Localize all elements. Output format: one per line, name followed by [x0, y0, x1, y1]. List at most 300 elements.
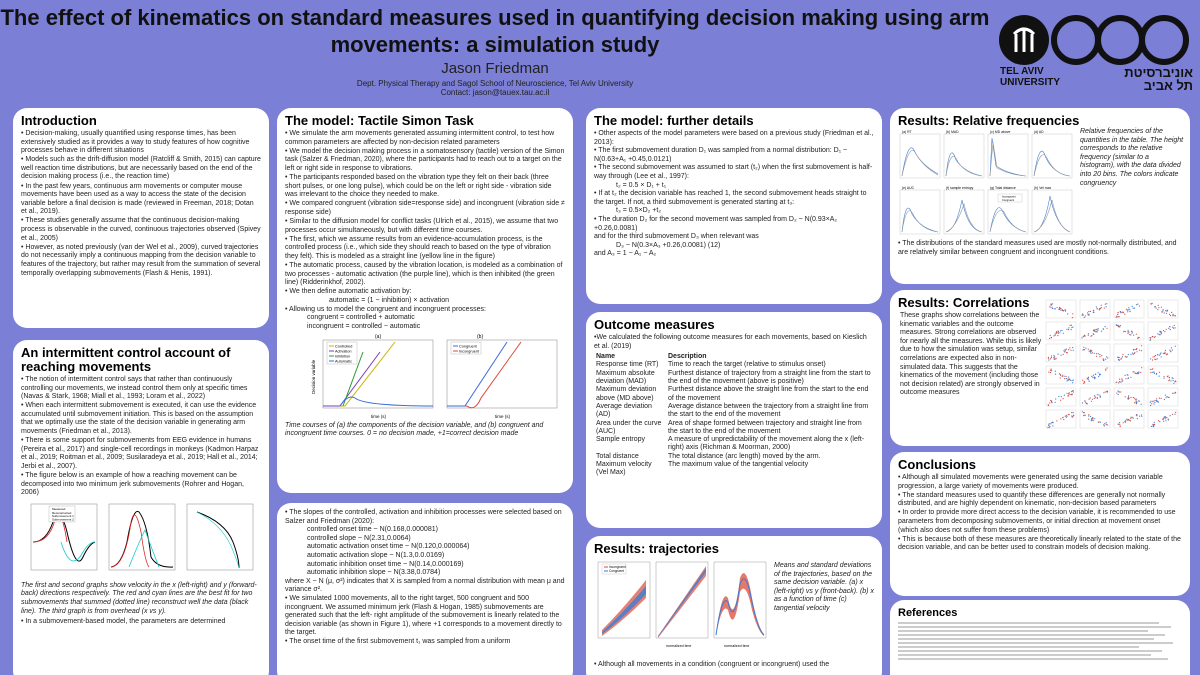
correlation-point [1158, 305, 1159, 306]
correlations-text: These graphs show correlations between the kinematic variables and the outcome measures. Strong correlations are observed for nearly all the measures. While this is likely due to how the simulation was setup, similar correlations are expected also in non-simulated data. This suggests that the kinematics of the movement (including those not decision related) are strongly observed in outcome measures [900, 312, 1042, 397]
references-list [898, 622, 1182, 660]
correlation-point [1165, 418, 1166, 419]
correlation-point [1139, 350, 1140, 351]
correlation-point [1101, 305, 1102, 306]
correlation-point [1130, 397, 1131, 398]
correlation-point [1097, 331, 1098, 332]
contact-line: Contact: jason@tauex.tau.ac.il [440, 88, 550, 97]
decision-variable-figure [285, 332, 565, 422]
correlation-point [1064, 349, 1065, 350]
correlation-point [1135, 349, 1136, 350]
references-panel [890, 600, 1190, 675]
correlation-point [1048, 357, 1049, 358]
correlation-point [1154, 422, 1155, 423]
correlation-point [1152, 401, 1153, 402]
traj-xlabel-b: normalized time [666, 644, 692, 648]
correlation-point [1173, 380, 1174, 381]
correlation-point [1119, 357, 1120, 358]
correlation-point [1169, 350, 1170, 351]
correlation-point [1097, 398, 1098, 399]
correlation-point [1051, 357, 1052, 358]
intro-panel [13, 108, 269, 328]
correlation-point [1134, 352, 1135, 353]
correlation-point [1091, 418, 1092, 419]
correlation-point [1050, 370, 1051, 371]
relfreq-caption: Relative frequencies of the quantities in the table. The height corresponds to the relative frequency (similar to a histogram), with the data divided into 20 bins. The colors indicate congruency [1080, 128, 1184, 187]
correlation-point [1085, 315, 1086, 316]
model-bullet: • We compared congruent (vibration side=response side) and incongruent (vibration side ≠ response side) [285, 200, 565, 216]
correlation-point [1154, 306, 1155, 307]
correlation-point [1063, 419, 1064, 420]
correlation-point [1067, 313, 1068, 314]
further-line: • The second submovement was assumed to start (t₂) when the first submovement is half-way through (Lee et al., 1997): [594, 164, 873, 180]
correlation-point [1053, 335, 1054, 336]
correlation-point [1085, 348, 1086, 349]
correlation-point [1048, 425, 1049, 426]
correlation-point [1071, 325, 1072, 326]
correlation-point [1084, 317, 1085, 318]
correlation-point [1094, 395, 1095, 396]
correlation-point [1151, 403, 1152, 404]
correlation-point [1073, 350, 1074, 351]
correlation-point [1137, 372, 1138, 373]
correlation-point [1097, 330, 1098, 331]
correlation-point [1072, 394, 1073, 395]
correlation-point [1091, 401, 1092, 402]
conclusion-bullet: • Although all simulated movements were generated using the same decision variable progression, a large variety of movements were produced. [898, 474, 1163, 490]
correlation-point [1154, 337, 1155, 338]
correlation-point [1119, 379, 1120, 380]
correlation-point [1167, 353, 1168, 354]
correlation-point [1101, 331, 1102, 332]
correlation-point [1150, 303, 1151, 304]
correlation-point [1124, 331, 1125, 332]
correlation-point [1159, 331, 1160, 332]
correlation-grid-figure [1044, 298, 1184, 438]
correlation-point [1163, 378, 1164, 379]
conclusions-title: Conclusions [898, 457, 977, 472]
affiliation-line: Dept. Physical Therapy and Sagol School of Neuroscience, Tel Aviv University [356, 79, 634, 88]
correlation-point [1129, 309, 1130, 310]
correlation-point [1061, 330, 1062, 331]
correlation-point [1163, 418, 1164, 419]
correlation-point [1106, 391, 1107, 392]
correlation-point [1121, 379, 1122, 380]
correlation-point [1126, 309, 1127, 310]
correlation-point [1129, 311, 1130, 312]
correlation-point [1128, 354, 1129, 355]
correlation-point [1051, 304, 1052, 305]
correlation-point [1138, 371, 1139, 372]
correlation-point [1154, 356, 1155, 357]
correlation-point [1062, 309, 1063, 310]
correlation-point [1154, 400, 1155, 401]
correlation-point [1153, 372, 1154, 373]
correlation-point [1104, 307, 1105, 308]
correlation-point [1056, 420, 1057, 421]
correlation-point [1069, 394, 1070, 395]
correlation-point [1087, 378, 1088, 379]
correlation-point [1085, 402, 1086, 403]
correlation-point [1072, 347, 1073, 348]
correlation-point [1098, 376, 1099, 377]
correlation-point [1175, 392, 1176, 393]
correlation-point [1132, 353, 1133, 354]
traj-legend-congruent: Congruent [609, 569, 624, 574]
intermittent-bullet: • There is some support for submovements from EEG evidence in humans (Pereira et al., 2017) and single-cell recordings in monkeys (Kadmon Harpaz et al., 2019; Roitman et al., 2009; Susilaradeya et al., 2019; Hall et al., 2014; Jerbi et al., 2007). [21, 437, 259, 470]
correlation-point [1122, 312, 1123, 313]
correlation-point [1095, 331, 1096, 332]
correlation-point [1055, 402, 1056, 403]
correlation-point [1140, 372, 1141, 373]
correlation-point [1071, 415, 1072, 416]
correlation-point [1106, 356, 1107, 357]
correlation-point [1164, 331, 1165, 332]
model-bullet: • Similar to the diffusion model for conflict tasks (Ulrich et al., 2015), we assume that two processes occur simultaneously, but with different time courses. [285, 217, 559, 234]
correlation-point [1071, 391, 1072, 392]
table-header-row [594, 353, 874, 361]
affiliation [0, 79, 990, 97]
correlation-point [1159, 355, 1160, 356]
correlation-point [1088, 349, 1089, 350]
table-row [594, 461, 874, 478]
correlation-point [1064, 351, 1065, 352]
correlation-point [1088, 311, 1089, 312]
correlation-point [1084, 335, 1085, 336]
fig-b-xlabel: time (s) [495, 413, 510, 419]
correlation-point [1139, 416, 1140, 417]
correlation-point [1141, 404, 1142, 405]
measure-name: Average deviation (AD) [596, 402, 652, 419]
correlation-point [1137, 418, 1138, 419]
correlation-point [1097, 394, 1098, 395]
correlation-point [1163, 376, 1164, 377]
correlation-point [1100, 422, 1101, 423]
correlation-point [1154, 424, 1155, 425]
correlation-point [1103, 359, 1104, 360]
correlation-point [1162, 312, 1163, 313]
correlation-point [1127, 333, 1128, 334]
correlation-point [1139, 305, 1140, 306]
correlation-point [1072, 326, 1073, 327]
correlation-point [1088, 377, 1089, 378]
correlation-point [1139, 401, 1140, 402]
conclusion-bullet: • This is because both of these measures are theoretically linearly related to the state of the decision variable, and can be better used to constrain models of decision making. [898, 535, 1181, 552]
correlation-point [1065, 350, 1066, 351]
correlation-point [1174, 414, 1175, 415]
correlation-point [1051, 369, 1052, 370]
correlation-point [1134, 402, 1135, 403]
correlation-point [1136, 402, 1137, 403]
correlation-point [1057, 335, 1058, 336]
correlation-point [1082, 380, 1083, 381]
model-caption: Time courses of (a) the components of the decision variable, and (b) congruent and incongruent time courses. 0 = no decision made, +1=correct decision made [285, 421, 544, 438]
correlation-point [1166, 354, 1167, 355]
correlation-point [1105, 370, 1106, 371]
correlation-point [1096, 353, 1097, 354]
correlation-point [1071, 327, 1072, 328]
correlation-point [1052, 308, 1053, 309]
correlation-point [1057, 307, 1058, 308]
legend-controlled: Controlled [335, 344, 353, 349]
intro-bullet: • Models such as the drift-diffusion model (Ratcliff & Smith, 2015) can capture well reaction time distributions, but are necessarily based on the end of the decision making process (i.e., the reaction time) [21, 156, 261, 181]
correlation-point [1168, 328, 1169, 329]
correlation-point [1123, 422, 1124, 423]
intermittent-tail: • In a submovement-based model, the parameters are determined [21, 618, 226, 626]
logo-hebrew [1124, 66, 1193, 92]
model2-param: automatic activation onset time ~ N(0.120,0.000064) [307, 543, 470, 551]
correlation-point [1120, 391, 1121, 392]
correlation-point [1106, 424, 1107, 425]
correlation-point [1118, 424, 1119, 425]
correlation-point [1106, 328, 1107, 329]
correlation-point [1165, 353, 1166, 354]
correlation-point [1128, 397, 1129, 398]
measure-name: Maximum deviation above (MD above) [596, 386, 657, 402]
correlation-point [1128, 307, 1129, 308]
correlation-point [1093, 312, 1094, 313]
correlation-point [1055, 335, 1056, 336]
correlation-point [1161, 356, 1162, 357]
correlation-point [1157, 309, 1158, 310]
correlation-point [1117, 316, 1118, 317]
correlation-point [1141, 416, 1142, 417]
table-header-description: Description [668, 353, 707, 361]
further-line: and A₃ = 1 − A₁ − A₂ [594, 250, 657, 258]
correlation-point [1141, 367, 1142, 368]
measure-description: Time to reach the target (relative to stimulus onset) [668, 361, 826, 369]
correlation-point [1170, 329, 1171, 330]
correlation-point [1096, 356, 1097, 357]
correlation-point [1050, 335, 1051, 336]
correlation-point [1170, 380, 1171, 381]
correlation-point [1119, 359, 1120, 360]
correlation-point [1101, 307, 1102, 308]
correlation-point [1106, 306, 1107, 307]
model2-param: controlled onset time ~ N(0.168,0.000081) [307, 526, 438, 534]
correlation-point [1103, 424, 1104, 425]
correlation-point [1122, 356, 1123, 357]
correlation-cell [1148, 322, 1178, 340]
conclusion-bullet: • The standard measures used to quantify these differences are generally not normally distributed, and are highly dependent on kinematic, non-decision based parameters [898, 491, 1166, 508]
correlation-point [1158, 307, 1159, 308]
correlation-point [1129, 420, 1130, 421]
correlation-point [1085, 400, 1086, 401]
correlation-point [1161, 398, 1162, 399]
correlation-point [1052, 425, 1053, 426]
correlation-point [1099, 374, 1100, 375]
correlation-point [1172, 327, 1173, 328]
intermittent-bullet: • When each intermittent submovement is executed, it can use the evidence accumulated until submovement initiation. This is based on the assumption that we optimally use the state of the decision variable in generating arm movements (Friedman et al., 2013). [21, 402, 257, 436]
correlation-point [1130, 377, 1131, 378]
correlation-point [1175, 412, 1176, 413]
further-equation: t₂ = 0.5 × D₁ + t₁ [616, 181, 667, 189]
correlation-point [1174, 325, 1175, 326]
correlation-point [1169, 326, 1170, 327]
correlation-point [1047, 427, 1048, 428]
correlation-point [1087, 312, 1088, 313]
intro-bullet: • However, as noted previously (van der Wel et al., 2009), curved trajectories do not necessarily imply a continuous mapping from the decision variable to features of the trajectory, but rather may result from the summation of several temporally overlapping submovements (Flash & Henis, 1991). [21, 243, 261, 277]
further-line: • The first submovement duration D₁ was sampled from a normal distribution: D₁ ~ N(0.63+A₁ +0.45,0.0121) [594, 147, 848, 163]
correlation-point [1107, 367, 1108, 368]
correlation-point [1054, 359, 1055, 360]
correlation-point [1090, 353, 1091, 354]
correlation-point [1172, 393, 1173, 394]
correlation-point [1060, 377, 1061, 378]
correlation-point [1060, 400, 1061, 401]
correlation-point [1136, 334, 1137, 335]
legend-activation: Activation [335, 349, 352, 354]
correlation-point [1063, 310, 1064, 311]
relfreq-bullet: • The distributions of the standard measures used are mostly not-normally distributed, and are relatively similar between congruent and incongruent conditions. [898, 240, 1177, 256]
correlation-point [1073, 412, 1074, 413]
correlation-point [1150, 401, 1151, 402]
logo-circles-icon [996, 14, 1196, 66]
correlation-point [1103, 360, 1104, 361]
correlation-point [1089, 381, 1090, 382]
correlation-point [1126, 419, 1127, 420]
legend-inhibition: Inhibition [335, 354, 351, 359]
correlation-point [1119, 424, 1120, 425]
correlation-point [1119, 316, 1120, 317]
correlation-point [1053, 355, 1054, 356]
correlation-point [1172, 414, 1173, 415]
correlation-point [1094, 418, 1095, 419]
correlation-point [1081, 337, 1082, 338]
outcome-title: Outcome measures [594, 317, 715, 332]
correlation-point [1067, 380, 1068, 381]
correlation-point [1099, 421, 1100, 422]
correlation-point [1064, 395, 1065, 396]
correlation-point [1130, 418, 1131, 419]
correlation-point [1066, 352, 1067, 353]
correlation-point [1118, 312, 1119, 313]
correlation-point [1096, 329, 1097, 330]
correlation-point [1089, 351, 1090, 352]
correlation-point [1127, 398, 1128, 399]
fig-legend-sub1: Submovement 1 [52, 513, 74, 518]
correlation-point [1158, 420, 1159, 421]
correlation-point [1049, 338, 1050, 339]
correlation-point [1125, 396, 1126, 397]
correlation-point [1133, 397, 1134, 398]
correlation-point [1082, 313, 1083, 314]
correlation-point [1134, 398, 1135, 399]
correlation-point [1099, 309, 1100, 310]
further-line: and for the third submovement D₃ when relevant was [594, 233, 759, 241]
measure-name: Sample entropy [596, 436, 646, 444]
table-row [594, 420, 874, 437]
correlation-point [1150, 339, 1151, 340]
correlation-point [1174, 381, 1175, 382]
further-line: • If at t₂ the decision variable has reached 1, the second submovement heads straight to the target. If not, a third submovement is generated starting at t₃: [594, 190, 867, 206]
correlation-point [1106, 303, 1107, 304]
correlation-point [1098, 372, 1099, 373]
further-equation: t₃ = 0.5×D₂ +t₂ [616, 207, 662, 215]
correlation-point [1157, 358, 1158, 359]
correlation-point [1055, 374, 1056, 375]
correlation-point [1137, 304, 1138, 305]
correlation-point [1125, 375, 1126, 376]
correlation-point [1127, 375, 1128, 376]
model2-line: • The slopes of the controlled, activation and inhibition processes were selected based on Salzer and Friedman (2020): [285, 509, 562, 525]
correlation-cell [1114, 366, 1144, 384]
correlation-point [1156, 307, 1157, 308]
correlation-point [1051, 307, 1052, 308]
correlation-point [1098, 353, 1099, 354]
correlation-point [1104, 423, 1105, 424]
correlation-point [1064, 378, 1065, 379]
correlation-point [1104, 425, 1105, 426]
correlation-point [1067, 379, 1068, 380]
correlation-point [1052, 303, 1053, 304]
correlation-point [1100, 308, 1101, 309]
correlation-point [1056, 333, 1057, 334]
correlation-point [1165, 352, 1166, 353]
trajectories-title: Results: trajectories [594, 541, 719, 556]
intro-bullet: • Decision-making, usually quantified using response times, has been extensively studied as it provides a way to study features of how cognitive processes behave in different situations [21, 130, 250, 155]
correlation-point [1061, 396, 1062, 397]
correlation-point [1088, 419, 1089, 420]
correlation-point [1171, 347, 1172, 348]
measure-name: Maximum velocity (Vel Max) [596, 461, 652, 477]
table-row [594, 436, 874, 453]
correlation-point [1118, 325, 1119, 326]
correlation-point [1055, 308, 1056, 309]
correlation-point [1152, 368, 1153, 369]
relfreq-grid [898, 130, 1074, 238]
correlation-point [1100, 396, 1101, 397]
correlation-point [1050, 307, 1051, 308]
correlation-point [1122, 354, 1123, 355]
correlation-point [1063, 398, 1064, 399]
correlation-point [1107, 424, 1108, 425]
correlation-point [1164, 399, 1165, 400]
correlation-point [1071, 329, 1072, 330]
correlation-point [1049, 426, 1050, 427]
correlation-point [1163, 330, 1164, 331]
correlation-point [1138, 373, 1139, 374]
correlation-point [1173, 328, 1174, 329]
trajectories-caption: Means and standard deviations of the trajectories, based on the same decision variable. (a) x (left-right) vs y (front-back). (b) x as a function of time (c) tangential velocity [774, 562, 874, 612]
relfreq-label-mdabove: (c) MD above [990, 130, 1011, 134]
correlation-point [1130, 420, 1131, 421]
correlation-point [1092, 377, 1093, 378]
correlation-point [1098, 394, 1099, 395]
correlation-point [1127, 356, 1128, 357]
fig-legend-reconstructed: Reconstructed [52, 510, 72, 515]
relfreq-label-rt: (a) RT [902, 130, 912, 134]
correlation-point [1159, 421, 1160, 422]
measure-name: Total distance [596, 452, 639, 460]
table-row [594, 386, 874, 403]
correlation-point [1156, 398, 1157, 399]
further-title: The model: further details [594, 113, 754, 128]
model-bullet: • The automatic process, caused by the vibration location, is modeled as a combination of two processes - automatic activation (the purple line), which is then inhibited (the green line) (Ridderinkhof, 2002). [285, 261, 563, 287]
correlation-point [1165, 350, 1166, 351]
correlation-point [1058, 330, 1059, 331]
measure-name: Maximum absolute deviation (MAD) [596, 369, 655, 386]
intermittent-caption: The first and second graphs show velocity in the x (left-right) and y (forward-back) directions respectively. The red and cyan lines are the best fit for two submovements that summed (dotted line) reconstruct well the data (black line). The third graph is from overhead (x vs y). [21, 581, 257, 615]
correlation-point [1130, 354, 1131, 355]
model-bullet: • We model the decision making process in a somatosensory (tactile) version of the Simon task (Salzer & Friedman, 2020), where the participants had to reach out to a target on the left or right side in response to vibrations. [285, 147, 565, 172]
correlation-point [1135, 373, 1136, 374]
correlation-point [1164, 417, 1165, 418]
correlation-point [1060, 330, 1061, 331]
correlation-point [1068, 349, 1069, 350]
correlation-point [1068, 329, 1069, 330]
correlation-point [1059, 307, 1060, 308]
